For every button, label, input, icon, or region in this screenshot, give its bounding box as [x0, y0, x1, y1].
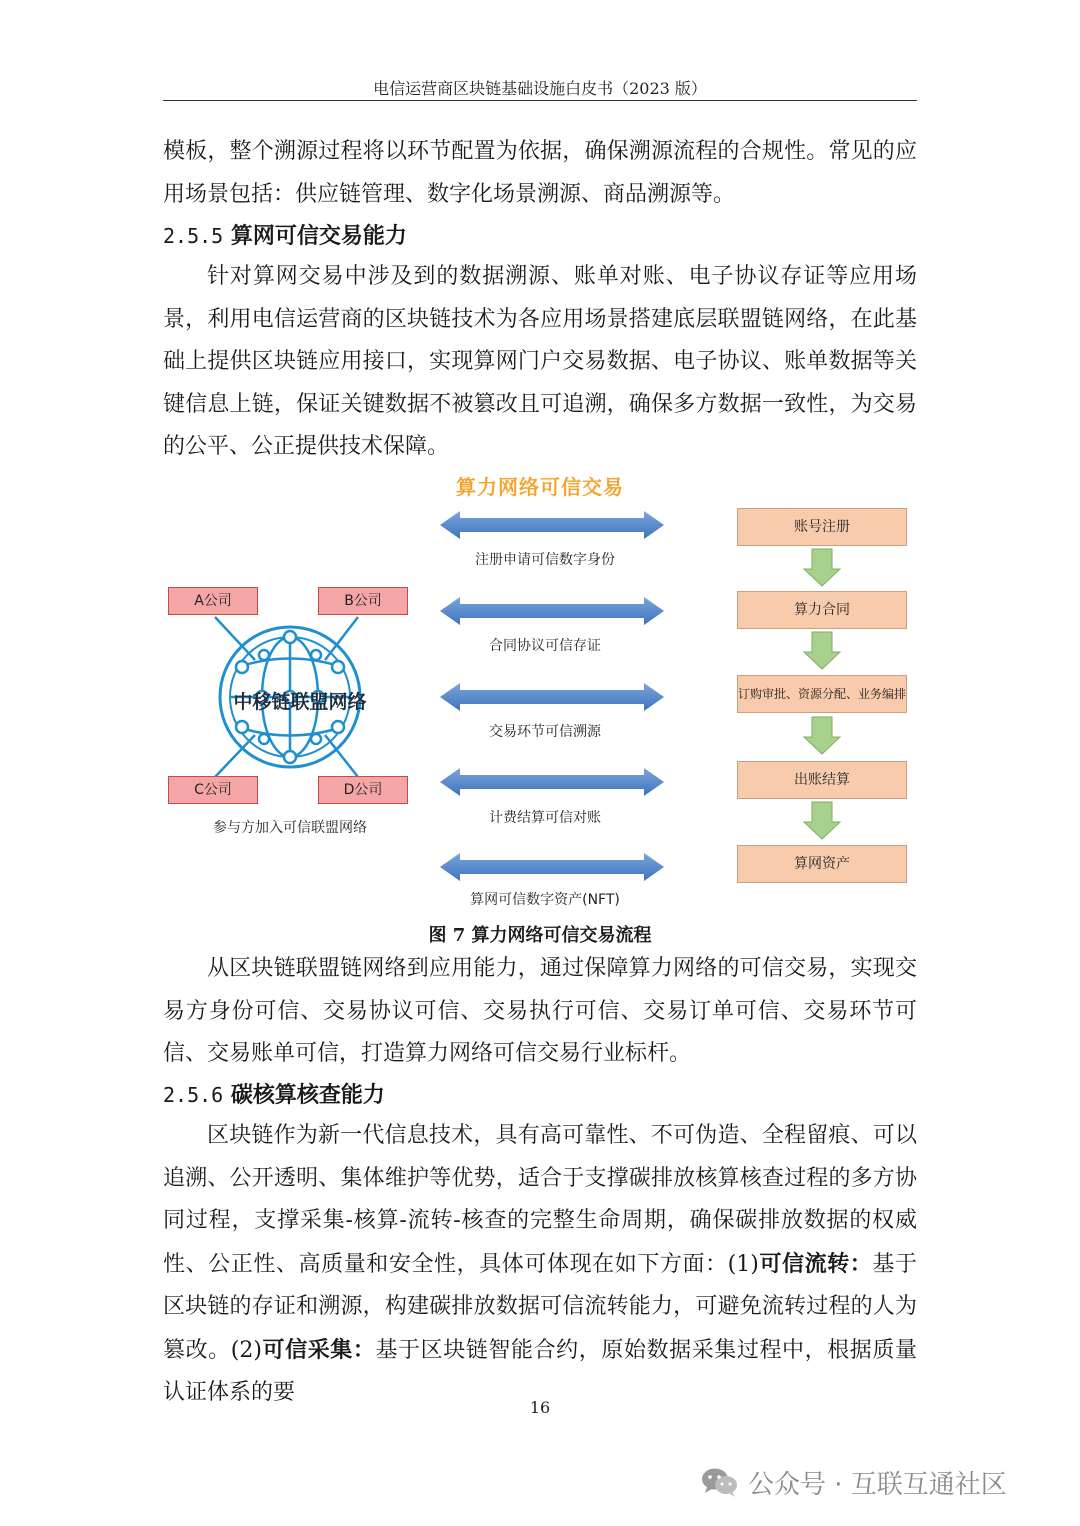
section-title: 碳核算核查能力: [230, 1082, 385, 1108]
paragraph-1: 模板，整个溯源过程将以环节配置为依据，确保溯源流程的合规性。常见的应用场景包括：供应链管理、数字化场景溯源、商品溯源等。: [163, 139, 917, 207]
arrow-label-2: 合同协议可信存证: [489, 638, 601, 654]
figure-7: [160, 465, 920, 915]
paragraph-2: 针对算网交易中涉及到的数据溯源、账单对账、电子协议存证等应用场景，利用电信运营商的区块链技术为各应用场景搭建底层联盟链网络，在此基础上提供区块链应用接口，实现算网门户交易数据、电子协议、账单数据等关键信息上链，保证关键数据不被篡改且可追溯，确保多方数据一致性，为交易的公平、公正提供技术保障。: [163, 264, 917, 459]
down-arrow-2: [804, 632, 840, 669]
double-arrow-3: [440, 683, 664, 711]
paragraph-4-part-a: 区块链作为新一代信息技术，具有高可靠性、不可伪造、全程留痕、可以追溯、公开透明、集体维护等优势，适合于支撑碳排放核算核查过程的多方协同过程，支撑采集-核算-流转-核查的完整生命周期，确保碳排放数据的权威性、公正性、高质量和安全性，具体可体现在如下方面：(1): [163, 1123, 917, 1277]
double-arrow-1: [440, 511, 664, 539]
page-header: 电信运营商区块链基础设施白皮书（2023 版）: [373, 79, 707, 98]
down-arrow-4: [804, 802, 840, 839]
watermark: [700, 1462, 1007, 1502]
step-account-register: 账号注册: [737, 508, 907, 546]
term-trusted-collection: 可信采集：: [261, 1336, 376, 1363]
page-number: 16: [529, 1398, 551, 1417]
down-arrow-3: [804, 717, 840, 754]
figure-caption: 图 7 算力网络可信交易流程: [428, 925, 652, 946]
section-title: 算网可信交易能力: [230, 223, 407, 249]
term-trusted-circulation: 可信流转：: [758, 1250, 873, 1277]
network-caption: 参与方加入可信联盟网络: [213, 820, 367, 836]
step-compute-contract: 算力合同: [737, 591, 907, 629]
company-b-box: B公司: [318, 587, 408, 615]
paragraph-4-part-c: 基于区块链的存证和溯源，构建碳排放数据可信流转能力，可避免流转过程的人为篡改。(2): [163, 1251, 917, 1363]
paragraph-3: 从区块链联盟链网络到应用能力，通过保障算力网络的可信交易，实现交易方身份可信、交易协议可信、交易执行可信、交易订单可信、交易环节可信、交易账单可信，打造算力网络可信交易行业标杆。: [163, 956, 917, 1066]
double-arrow-2: [440, 597, 664, 625]
section-number: 2.5.6: [163, 1083, 224, 1107]
section-heading-2-5-6: [163, 1074, 917, 1117]
arrow-label-4: 计费结算可信对账: [489, 810, 601, 826]
figure-title: 算力网络可信交易: [456, 475, 624, 499]
watermark-text: 公众号 · 互联互通社区: [748, 1469, 1007, 1500]
step-order-approval: 订购审批、资源分配、业务编排: [737, 675, 907, 713]
paragraph-4: [163, 1115, 917, 1415]
step-network-assets: 算网资产: [737, 845, 907, 883]
company-c-box: C公司: [168, 776, 258, 804]
down-arrow-1: [804, 549, 840, 586]
wechat-icon: [700, 1466, 740, 1498]
arrow-label-5: 算网可信数字资产(NFT): [470, 892, 620, 908]
company-d-box: D公司: [318, 776, 408, 804]
network-label: 中移链联盟网络: [233, 691, 367, 713]
step-billing-settlement: 出账结算: [737, 761, 907, 799]
company-a-box: A公司: [168, 587, 258, 615]
arrow-label-3: 交易环节可信溯源: [489, 724, 601, 740]
arrow-label-1: 注册申请可信数字身份: [475, 552, 615, 568]
section-heading-2-5-5: [163, 215, 917, 258]
header-rule: [163, 100, 917, 101]
section-number: 2.5.5: [163, 224, 224, 248]
double-arrow-4: [440, 768, 664, 796]
double-arrow-5: [440, 853, 664, 881]
paragraph-4-part-d: 基于区块链智能合约，原始数据采集过程中，根据质量认证体系的要: [163, 1337, 917, 1405]
